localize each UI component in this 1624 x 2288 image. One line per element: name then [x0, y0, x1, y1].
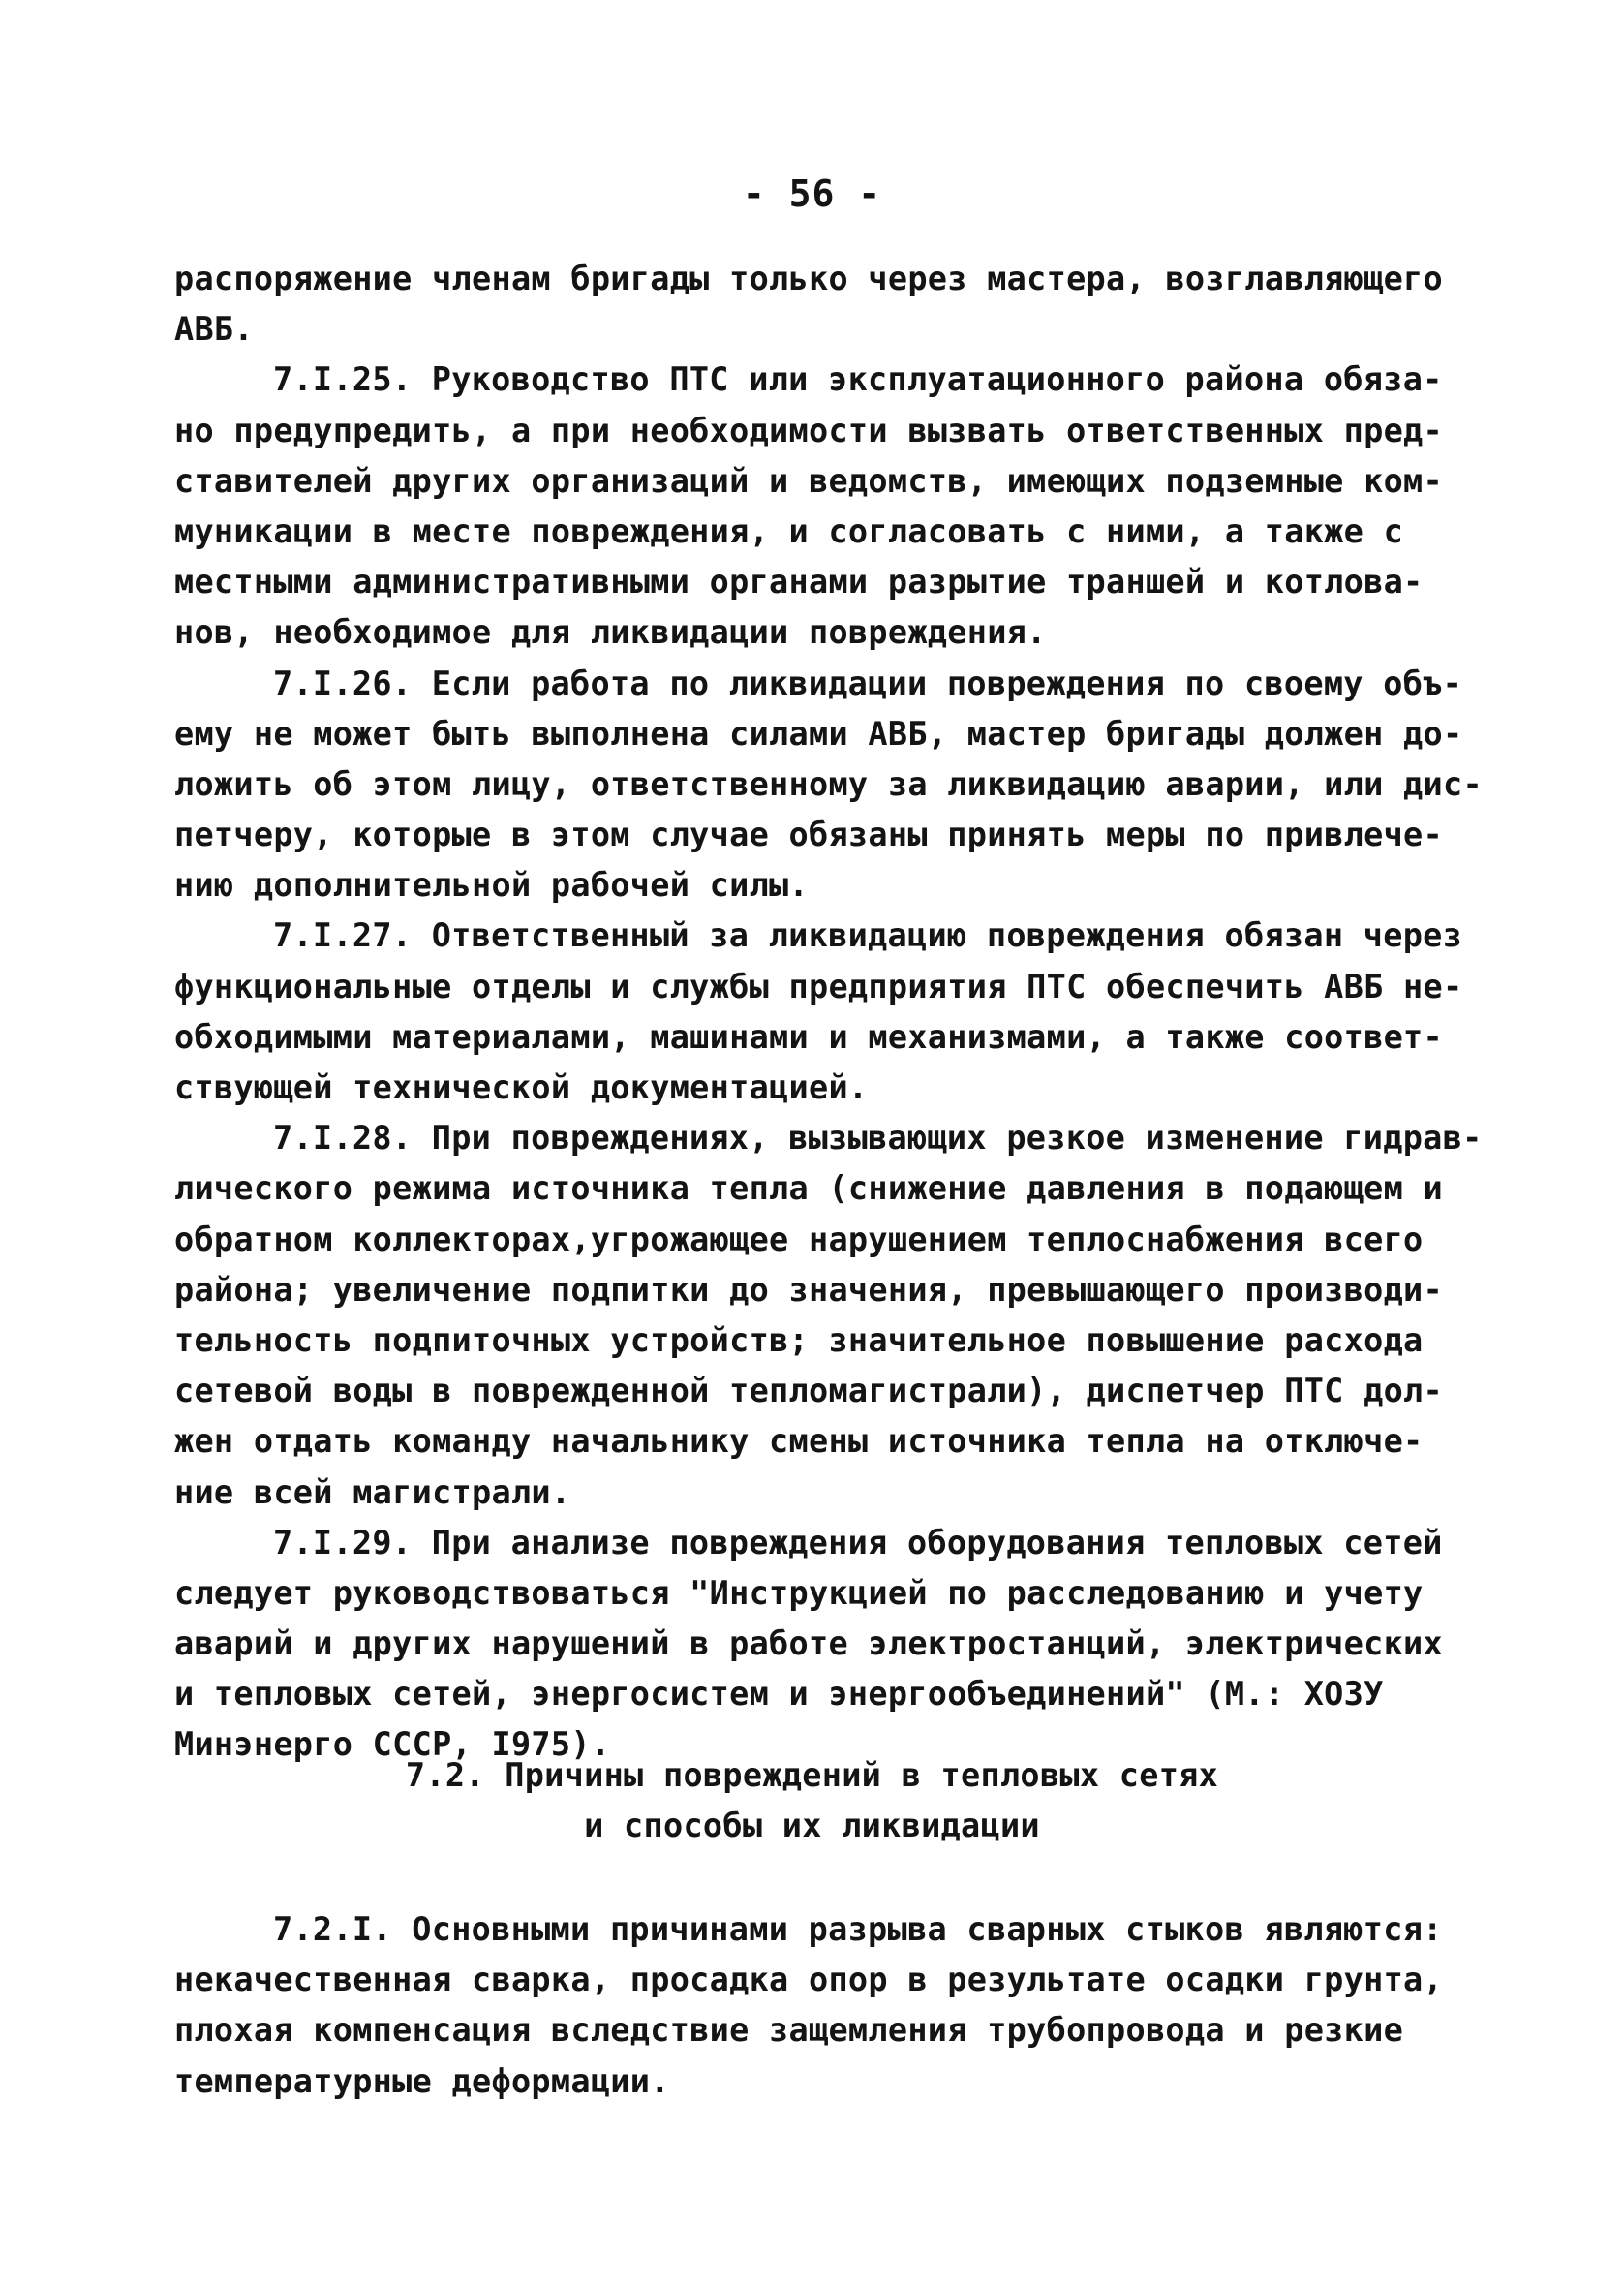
text-line: петчеру, которые в этом случае обязаны принять меры по привлече- — [174, 816, 1443, 854]
text-line: следует руководствоваться "Инструкцией по расследованию и учету — [174, 1573, 1424, 1612]
text-line: распоряжение членам бригады только через мастера, возглавляющего — [174, 260, 1443, 297]
section-body — [174, 1904, 1462, 2107]
text-line: Минэнерго СССР, I975). — [174, 1725, 611, 1764]
text-line: сетевой воды в поврежденной тепломагистрали), диспетчер ПТС дол- — [174, 1372, 1443, 1410]
text-line: нов, необходимое для ликвидации повреждения. — [174, 613, 1047, 652]
text-line: ему не может быть выполнена силами АВБ, мастер бригады должен до- — [174, 714, 1463, 753]
paragraph-7-2-1-start: 7.2.I. Основными причинами разрыва сварных стыков являются: — [273, 1910, 1443, 1948]
text-line: аварий и других нарушений в работе электростанций, электрических — [174, 1624, 1443, 1663]
section-heading — [0, 1750, 1624, 1851]
text-line: функциональные отделы и службы предприятия ПТС обеспечить АВБ не- — [174, 967, 1463, 1005]
page-number: - 56 - — [742, 172, 882, 215]
text-line: ставителей других организаций и ведомств, имеющих подземные ком- — [174, 461, 1443, 500]
text-line: но предупредить, а при необходимости вызвать ответственных пред- — [174, 411, 1443, 449]
section-heading-line: и способы их ликвидации — [584, 1807, 1040, 1845]
paragraph-7-1-26-start: 7.I.26. Если работа по ликвидации повреждения по своему объ- — [273, 664, 1463, 702]
text-line: лического режима источника тепла (снижение давления в подающем и — [174, 1169, 1443, 1208]
section-heading-line: 7.2. Причины повреждений в тепловых сетях — [405, 1756, 1219, 1794]
text-line: некачественная сварка, просадка опор в результате осадки грунта, — [174, 1961, 1443, 1999]
text-line: ствующей технической документацией. — [174, 1068, 869, 1106]
text-line: муникации в месте повреждения, и согласовать с ними, а также с — [174, 511, 1404, 550]
text-line: и тепловых сетей, энергосистем и энергообъединений" (М.: ХОЗУ — [174, 1675, 1384, 1714]
body-text — [174, 254, 1483, 1771]
text-line: нию дополнительной рабочей силы. — [174, 866, 809, 905]
paragraph-7-1-27-start: 7.I.27. Ответственный за ликвидацию повреждения обязан через — [273, 916, 1463, 955]
text-line: района; увеличение подпитки до значения, превышающего производи- — [174, 1270, 1443, 1309]
text-line: обходимыми материалами, машинами и механизмами, а также соответ- — [174, 1017, 1443, 1056]
text-line: обратном коллекторах,угрожающее нарушением теплоснабжения всего — [174, 1220, 1424, 1258]
text-line: жен отдать команду начальнику смены источника тепла на отключе- — [174, 1422, 1424, 1461]
text-line: плохая компенсация вследствие защемления трубопровода и резкие — [174, 2011, 1404, 2050]
paragraph-7-1-29-start: 7.I.29. При анализе повреждения оборудования тепловых сетей — [273, 1523, 1443, 1561]
text-line: АВБ. — [174, 310, 254, 349]
text-line: ложить об этом лицу, ответственному за ликвидацию аварии, или дис- — [174, 764, 1483, 803]
paragraph-7-1-25-start: 7.I.25. Руководство ПТС или эксплуатационного района обяза- — [273, 360, 1443, 399]
text-line: температурные деформации. — [174, 2061, 670, 2100]
text-line: ние всей магистрали. — [174, 1472, 571, 1511]
paragraph-7-1-28-start: 7.I.28. При повреждениях, вызывающих резкое изменение гидрав- — [273, 1119, 1483, 1158]
text-line: местными административными органами разрытие траншей и котлова- — [174, 563, 1424, 602]
text-line: тельность подпиточных устройств; значительное повышение расхода — [174, 1320, 1424, 1359]
